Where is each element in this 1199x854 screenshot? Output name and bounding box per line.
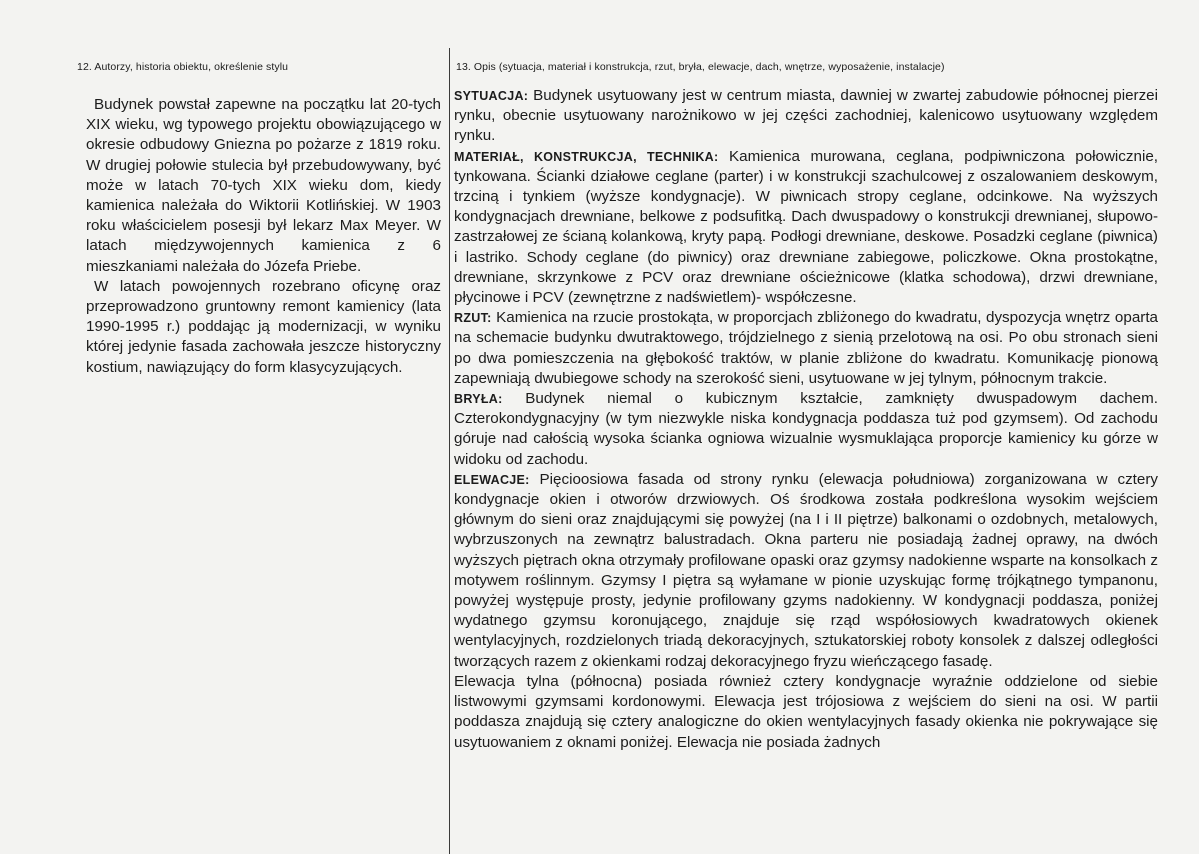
column-divider: [449, 48, 450, 854]
elewacja-tylna-paragraph: Elewacja tylna (północna) posiada również cztery kondygnacje wyraźnie oddzielone od siebie listwowymi gzymsami kordonowymi. Elewacja jest trójosiowa z wejściem do sieni na osi. W partii poddasza znajdują się cztery analogiczne do okien wentylacyjnych fasady okienka nie pokrywające się usytuowaniem z oknami poniżej. Elewacja nie posiada żadnych: [454, 672, 1158, 751]
sytuacja-text: Budynek usytuowany jest w centrum miasta, dawniej w zwartej zabudowie północnej pierzei rynku, obecnie usytuowany narożnikowo w jej części zachodniej, kalenicowo usytuowany względem rynku.: [454, 87, 1158, 145]
description-column: [454, 86, 1158, 753]
elewacje-text: Pięcioosiowa fasada od strony rynku (elewacja południowa) zorganizowana w cztery kondygnacje okien i otworów drzwiowych. Oś środkowa została podkreślona wysokim wejściem głównym do sieni oraz znajdującymi się powyżej (na I i II piętrze) balkonami o ozdobnych, metalowych, wybrzuszonych na zewnątrz balustradach. Okna parteru nie posiadają żadnej oprawy, na dwóch wyższych piętrach okna otrzymały profilowane opaski oraz gzymsy nadokienne wsparte na konsolkach z motywem roślinnym. Gzymsy I piętra są wyłamane w pionie uzyskując formę trójkątnego tympanonu, powyżej występuje prosty, jedynie profilowany gzyms nadokienny. W kondygnacji poddasza, poniżej wydatnego gzymsu koronującego, znajduje się rząd współosiowych kwadratowych okienek wentylacyjnych, rozdzielonych triadą dekoracyjnych, sztukatorskiej roboty konsolek z dalszej odległości tworzących razem z okienkami rodzaj dekoracyjnego fryzu wieńczącego fasadę.: [454, 470, 1158, 670]
sytuacja-section: [454, 86, 1158, 147]
bryla-label: BRYŁA:: [454, 392, 503, 407]
bryla-text: Budynek niemal o kubicznym kształcie, zamknięty dwuspadowym dachem. Czterokondygnacyjny (w tym niezwykle niska kondygnacja poddasza tuż pod gzymsem). Od zachodu góruje nad całością wysoka ścianka ogniowa wizualnie wysmuklająca proporcje kamienicy ku górze w widoku od zachodu.: [454, 390, 1158, 468]
material-label: MATERIAŁ, KONSTRUKCJA, TECHNIKA:: [454, 149, 719, 164]
rzut-text: Kamienica na rzucie prostokąta, w proporcjach zbliżonego do kwadratu, dyspozycja wnętrz oparta na schemacie budynku dwutraktowego, trójdzielnego z sienią przelotową na osi. Po obu stronach sieni po dwa pomieszczenia na głębokość traktów, w planie zbliżone do kwadratu. Komunikację pionową zapewniają dwubiegowe schody na szerokość sieni, usytuowane w jej tylnym, północnym trakcie.: [454, 309, 1158, 387]
sytuacja-label: SYTUACJA:: [454, 89, 529, 103]
history-column: [86, 95, 441, 378]
history-paragraph-1: Budynek powstał zapewne na początku lat 20-tych XIX wieku, wg typowego projektu obowiązującego w okresie odbudowy Gniezna po pożarze z 1819 roku. W drugiej połowie stulecia był przebudowywany, być może w latach 70-tych XIX wieku dom, kiedy kamienica należała do Wiktorii Kotlińskiej. W 1903 roku właścicielem posesji był lekarz Max Meyer. W latach międzywojennych kamienica z 6 mieszkaniami należała do Józefa Priebe.: [86, 96, 441, 275]
material-text: Kamienica murowana, ceglana, podpiwniczona połowicznie, tynkowana. Ścianki działowe ceglane (parter) i w konstrukcji szachulcowej z oszalowaniem deskowym, trzciną i tynkiem (wyższe kondygnacje). W piwnicach stropy ceglane, odcinkowe. Na wyższych kondygnacjach drewniane, belkowe z podsufitką. Dach dwuspadowy o konstrukcji drewnianej, słupowo-zastrzałowej ze ścianą kolankową, kryty papą. Podłogi drewniane, deskowe. Posadzki ceglane (piwnica) i lastriko. Schody ceglane (do piwnicy) oraz drewniane zabiegowe, policzkowe. Okna prostokątne, drewniane, skrzynkowe z PCV oraz drewniane ościeżnicowe (klatka schodowa), drzwi drewniane, płycinowe i PCV (zewnętrzne z nadświetlem)- współczesne.: [454, 147, 1158, 307]
rzut-label: RZUT:: [454, 311, 492, 326]
elewacje-section: [454, 470, 1158, 672]
material-section: [454, 147, 1158, 309]
section-13-header: 13. Opis (sytuacja, materiał i konstrukcja, rzut, bryła, elewacje, dach, wnętrze, wyposażenie, instalacje): [456, 61, 945, 73]
history-paragraph-2: W latach powojennych rozebrano oficynę oraz przeprowadzono gruntowny remont kamienicy (lata 1990-1995 r.) poddając ją modernizacji, w wyniku której jedynie fasada zachowała jeszcze historyczny kostium, nawiązujący do form klasycyzujących.: [86, 277, 441, 376]
rzut-section: [454, 308, 1158, 389]
section-12-header: 12. Autorzy, historia obiektu, określenie stylu: [77, 61, 289, 73]
elewacje-label: ELEWACJE:: [454, 472, 530, 487]
bryla-section: [454, 389, 1158, 470]
